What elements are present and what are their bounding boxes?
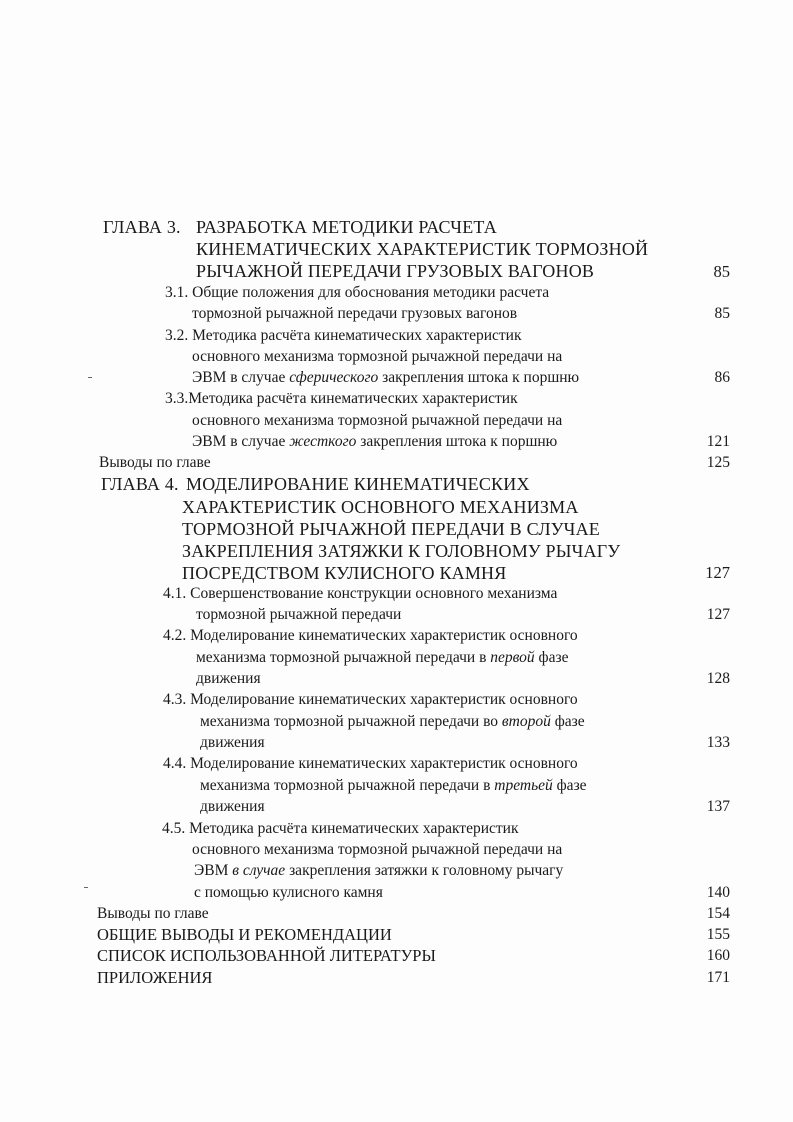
section-4-5-page: 140 xyxy=(706,884,730,901)
section-4-2-line-2-a: механизма тормозной рычажной передачи в xyxy=(196,649,491,666)
references-page: 160 xyxy=(706,947,730,964)
section-4-4-line-1: 4.4. Моделирование кинематических характеристик основного xyxy=(163,755,578,772)
section-4-2-line-2 xyxy=(196,650,568,666)
section-4-4-line-2 xyxy=(200,778,587,794)
general-conclusions: ОБЩИЕ ВЫВОДЫ И РЕКОМЕНДАЦИИ xyxy=(97,925,392,944)
chapter-4-label: ГЛАВА 4. xyxy=(101,474,179,494)
chapter-4-page: 127 xyxy=(705,563,730,582)
section-3-2-line-3-a: ЭВМ в случае xyxy=(192,369,290,386)
section-3-2-line-3-emphasis: сферического xyxy=(289,369,379,386)
chapter-4-title-line-4: ЗАКРЕПЛЕНИЯ ЗАТЯЖКИ К ГОЛОВНОМУ РЫЧАГУ xyxy=(182,541,621,561)
section-3-2-page: 86 xyxy=(714,369,730,386)
chapter-4-title-line-3: ТОРМОЗНОЙ РЫЧАЖНОЙ ПЕРЕДАЧИ В СЛУЧАЕ xyxy=(182,519,600,539)
section-4-5-line-1: 4.5. Методика расчёта кинематических характеристик xyxy=(162,820,519,837)
section-3-1-line-1: 3.1. Общие положения для обоснования методики расчета xyxy=(165,284,550,301)
section-4-5-line-2: основного механизма тормозной рычажной передачи на xyxy=(192,841,563,858)
chapter-4-title-line-5: ПОСРЕДСТВОМ КУЛИСНОГО КАМНЯ xyxy=(182,563,507,583)
section-4-3-line-2 xyxy=(200,714,585,730)
section-4-3-line-2-b: фазе xyxy=(550,713,585,730)
section-4-4-page: 137 xyxy=(706,798,730,815)
section-4-4-line-2-a: механизма тормозной рычажной передачи в xyxy=(200,777,495,794)
section-4-4-line-2-b: фазе xyxy=(552,777,587,794)
section-4-2-line-3: движения xyxy=(196,670,261,687)
section-4-3-page: 133 xyxy=(706,734,730,751)
section-4-4-line-2-emphasis: третьей xyxy=(494,777,553,794)
section-3-3-line-3-a: ЭВМ в случае xyxy=(192,433,290,450)
section-4-5-line-3-emphasis: в случае xyxy=(232,862,286,879)
general-conclusions-page: 155 xyxy=(706,926,730,943)
section-3-3-line-3-emphasis: жесткого xyxy=(289,433,357,450)
section-3-2-line-3 xyxy=(192,370,579,386)
section-4-5-line-4: с помощью кулисного камня xyxy=(194,884,383,901)
chapter-3-title-line-1: РАЗРАБОТКА МЕТОДИКИ РАСЧЕТА xyxy=(196,217,497,237)
chapter-4-conclusions-page: 154 xyxy=(706,905,730,922)
section-4-1-line-2: тормозной рычажной передачи xyxy=(196,606,402,623)
scan-speck xyxy=(88,377,92,378)
chapter-3-title-line-3: РЫЧАЖНОЙ ПЕРЕДАЧИ ГРУЗОВЫХ ВАГОНОВ xyxy=(196,261,595,281)
section-3-2-line-3-b: закрепления штока к поршню xyxy=(378,369,580,386)
section-3-2-line-2: основного механизма тормозной рычажной передачи на xyxy=(192,348,563,365)
section-3-2-line-1: 3.2. Методика расчёта кинематических характеристик xyxy=(165,327,522,344)
section-4-3-line-3: движения xyxy=(200,734,265,751)
references: СПИСОК ИСПОЛЬЗОВАННОЙ ЛИТЕРАТУРЫ xyxy=(97,946,436,965)
section-4-2-line-2-emphasis: первой xyxy=(490,649,535,666)
section-4-5-line-3 xyxy=(194,863,563,879)
scan-speck xyxy=(84,887,88,888)
section-3-3-line-1: 3.3.Методика расчёта кинематических характеристик xyxy=(165,390,518,407)
section-4-2-line-2-b: фазе xyxy=(534,649,569,666)
chapter-3-page: 85 xyxy=(713,262,730,281)
section-4-2-line-1: 4.2. Моделирование кинематических характеристик основного xyxy=(163,627,578,644)
section-3-1-page: 85 xyxy=(714,305,730,322)
section-4-3-line-2-a: механизма тормозной рычажной передачи во xyxy=(200,713,502,730)
section-3-3-page: 121 xyxy=(706,433,730,450)
section-3-1-line-2: тормозной рычажной передачи грузовых вагонов xyxy=(192,305,518,322)
section-4-2-page: 128 xyxy=(706,670,730,687)
appendix-page: 171 xyxy=(706,969,730,986)
section-4-1-page: 127 xyxy=(706,606,730,623)
section-4-4-line-3: движения xyxy=(200,798,265,815)
chapter-4-title-line-1: МОДЕЛИРОВАНИЕ КИНЕМАТИЧЕСКИХ xyxy=(186,474,530,494)
chapter-4-conclusions: Выводы по главе xyxy=(97,905,209,922)
appendix: ПРИЛОЖЕНИЯ xyxy=(97,968,213,987)
section-4-3-line-1: 4.3. Моделирование кинематических характеристик основного xyxy=(163,691,578,708)
chapter-3-conclusions-page: 125 xyxy=(706,454,730,471)
chapter-3-label: ГЛАВА 3. xyxy=(103,217,181,237)
chapter-3-title-line-2: КИНЕМАТИЧЕСКИХ ХАРАКТЕРИСТИК ТОРМОЗНОЙ xyxy=(196,239,649,259)
chapter-3-conclusions: Выводы по главе xyxy=(99,454,211,471)
chapter-4-title-line-2: ХАРАКТЕРИСТИК ОСНОВНОГО МЕХАНИЗМА xyxy=(182,497,579,517)
section-4-1-line-1: 4.1. Совершенствование конструкции основного механизма xyxy=(163,585,558,602)
section-3-3-line-3 xyxy=(192,434,557,450)
section-3-3-line-3-b: закрепления штока к поршню xyxy=(356,433,558,450)
section-4-5-line-3-b: закрепления затяжки к головному рычагу xyxy=(285,862,564,879)
section-4-5-line-3-a: ЭВМ xyxy=(194,862,233,879)
section-4-3-line-2-emphasis: второй xyxy=(501,713,551,730)
section-3-3-line-2: основного механизма тормозной рычажной передачи на xyxy=(192,412,563,429)
